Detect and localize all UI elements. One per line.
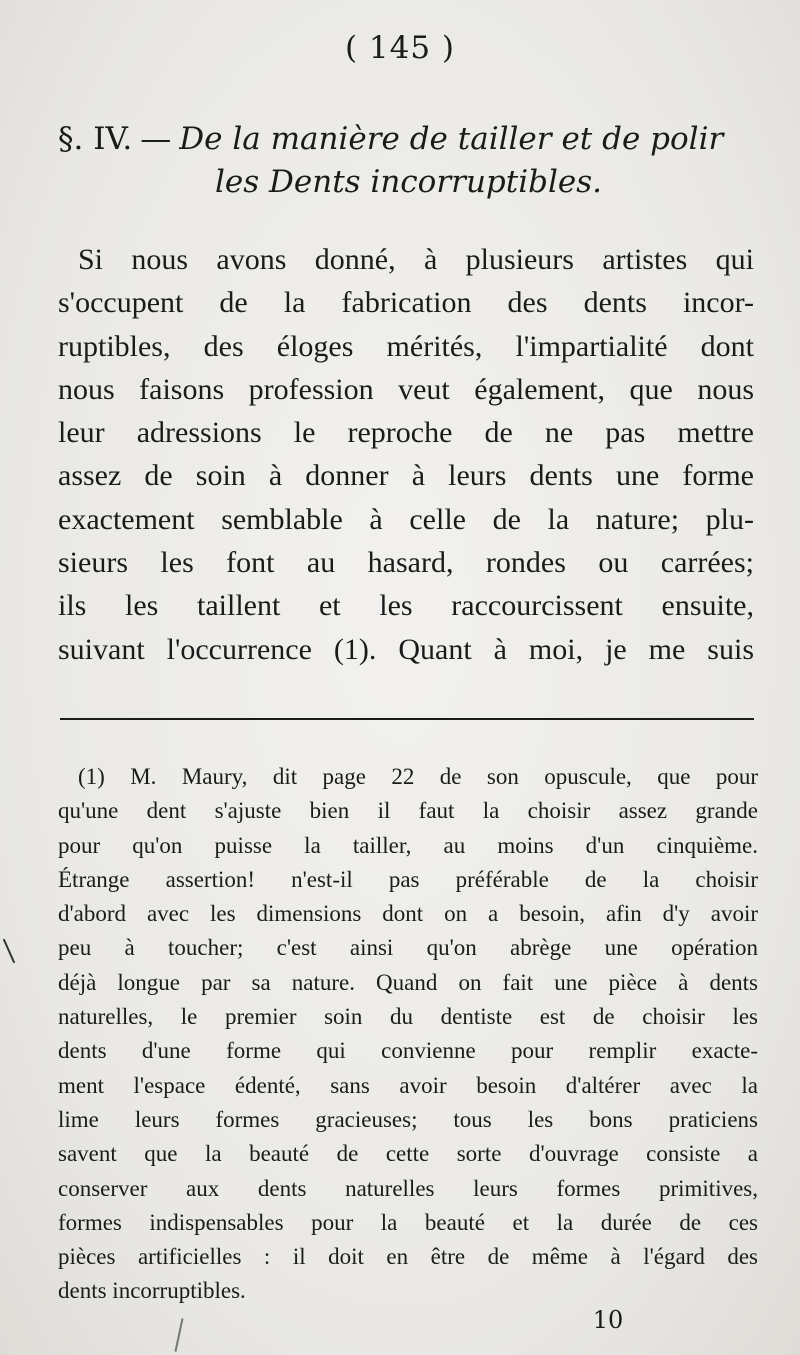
footnote-line: pour qu'on puisse la tailler, au moins d'un cinquième. [58, 832, 758, 858]
body-line: exactement semblable à celle de la nature; plu- [58, 502, 754, 536]
footnote-line: Étrange assertion! n'est-il pas préférable de la choisir [58, 866, 758, 892]
body-line: s'occupent de la fabrication des dents incor- [58, 286, 754, 320]
body-line: sieurs les font au hasard, rondes ou carrées; [58, 546, 754, 580]
page-number: ( 145 ) [344, 30, 456, 66]
footnote [58, 760, 758, 1309]
signature-mark [0, 1306, 800, 1334]
section-title-line2: les Dents incorruptibles. [215, 164, 603, 200]
footnote-line: conserver aux dents naturelles leurs formes primitives, [58, 1175, 758, 1201]
body-line: leur adressions le reproche de ne pas mettre [58, 416, 754, 450]
margin-pen-mark [3, 939, 15, 964]
heading-dash: — [140, 121, 172, 157]
section-title-line1: De la manière de tailler et de polir [179, 121, 724, 157]
body-line: Si nous avons donné, à plusieurs artistes qui [78, 243, 754, 276]
footnote-line: dents incorruptibles. [58, 1278, 246, 1304]
footnote-line: savent que la beauté de cette sorte d'ouvrage consiste a [58, 1141, 758, 1167]
footnote-line: qu'une dent s'ajuste bien il faut la choisir assez grande [58, 798, 758, 824]
section-heading [58, 118, 748, 204]
body-line: nous faisons profession veut également, que nous [58, 372, 754, 406]
body-line: ruptibles, des éloges mérités, l'impartialité dont [58, 329, 754, 363]
signature-number: 10 [592, 1306, 624, 1334]
footnote-divider [60, 718, 754, 720]
footnote-line: ment l'espace édenté, sans avoir besoin d'altérer avec la [58, 1072, 758, 1098]
body-line: suivant l'occurrence (1). Quant à moi, je me suis [58, 632, 754, 666]
footnote-line: lime leurs formes gracieuses; tous les bons praticiens [58, 1106, 758, 1132]
section-mark: §. IV. [58, 121, 133, 157]
footnote-line: peu à toucher; c'est ainsi qu'on abrège une opération [58, 935, 758, 961]
body-line: ils les taillent et les raccourcissent ensuite, [58, 589, 754, 623]
footnote-line: (1) M. Maury, dit page 22 de son opuscule, que pour [78, 764, 758, 789]
footnote-line: naturelles, le premier soin du dentiste est de choisir les [58, 1004, 758, 1030]
footnote-line: formes indispensables pour la beauté et la durée de ces [58, 1209, 758, 1235]
footnote-line: d'abord avec les dimensions dont on a besoin, afin d'y avoir [58, 901, 758, 927]
footnote-line: déjà longue par sa nature. Quand on fait une pièce à dents [58, 969, 758, 995]
footnote-line: pièces artificielles : il doit en être de même à l'égard des [58, 1244, 758, 1270]
footnote-line: dents d'une forme qui convienne pour remplir exacte- [58, 1038, 758, 1064]
body-line: assez de soin à donner à leurs dents une forme [58, 459, 754, 493]
body-paragraph [58, 238, 754, 671]
